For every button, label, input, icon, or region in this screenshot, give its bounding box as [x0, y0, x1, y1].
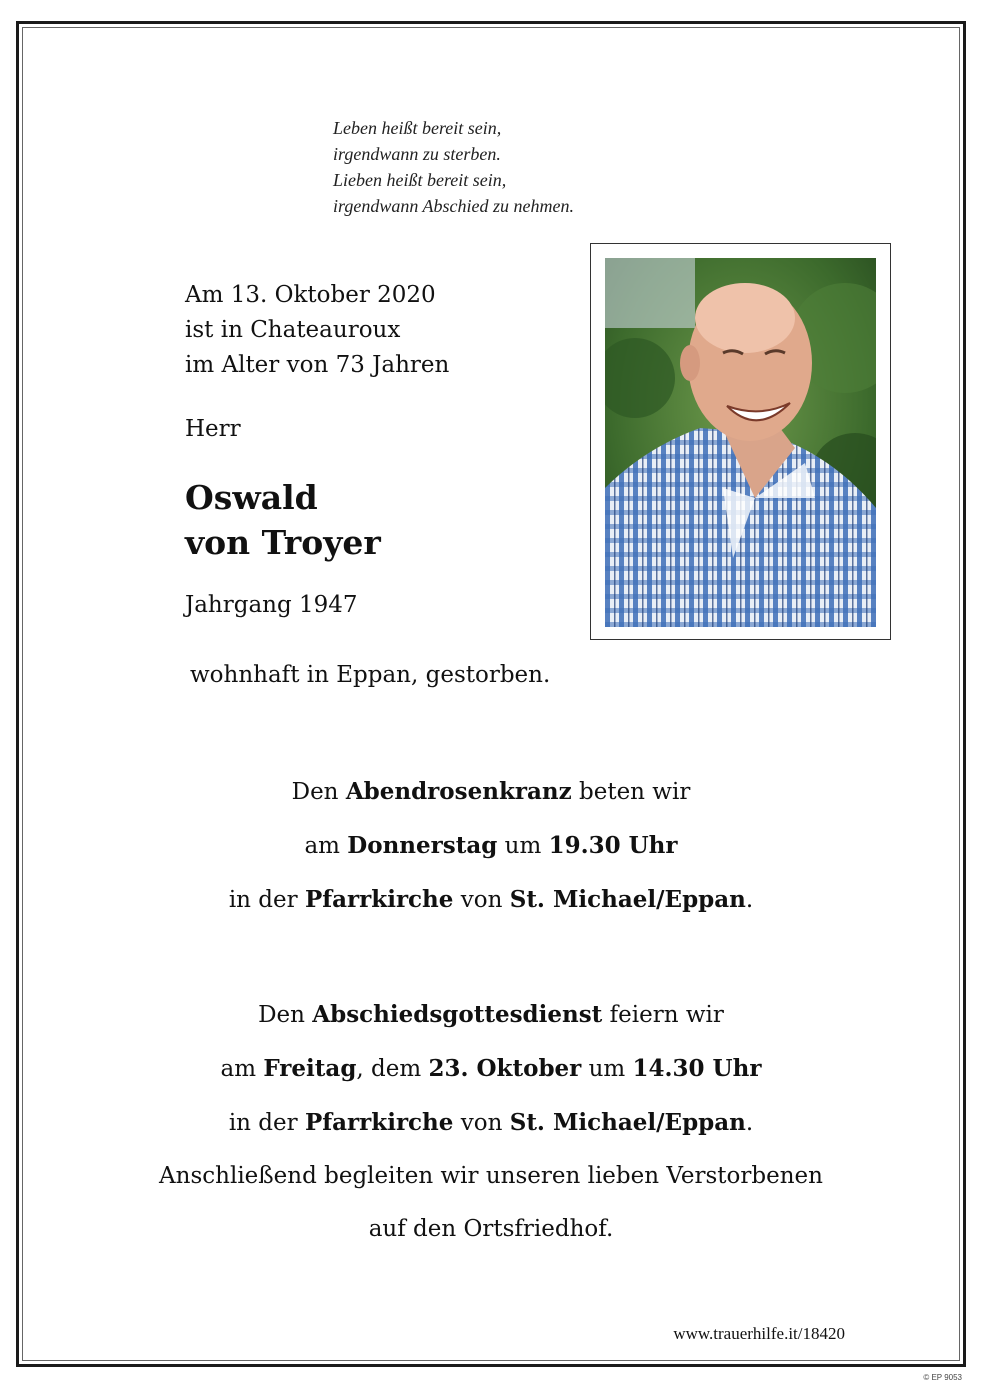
residence: wohnhaft in Eppan, gestorben.: [190, 662, 551, 688]
funeral-announcement: [100, 988, 882, 1256]
rosary-day: Donnerstag: [347, 832, 498, 859]
portrait-frame: [590, 243, 891, 640]
death-notice-intro: [185, 278, 449, 383]
death-place: ist in Chateauroux: [185, 317, 401, 343]
salutation: Herr: [185, 416, 241, 442]
funeral-line-4: Anschließend begleiten wir unseren lieben Verstorbenen: [159, 1163, 823, 1189]
death-date: Am 13. Oktober 2020: [185, 282, 436, 308]
rosary-church: Pfarrkirche: [304, 886, 454, 913]
motto-line: irgendwann Abschied zu nehmen.: [333, 196, 574, 216]
funeral-day: Freitag: [263, 1055, 357, 1082]
funeral-line-3: in der Pfarrkirche von St. Michael/Eppan.: [228, 1109, 754, 1136]
funeral-line-2: am Freitag, dem 23. Oktober um 14.30 Uhr: [220, 1055, 762, 1082]
motto-line: Leben heißt bereit sein,: [333, 118, 502, 138]
funeral-line-1: Den Abschiedsgottesdienst feiern wir: [258, 1001, 724, 1028]
funeral-highlight: Abschiedsgottesdienst: [312, 1001, 603, 1028]
rosary-line-3: in der Pfarrkirche von St. Michael/Eppan.: [228, 886, 754, 913]
rosary-parish: St. Michael/Eppan: [509, 886, 746, 913]
rosary-line-2: am Donnerstag um 19.30 Uhr: [304, 832, 678, 859]
rosary-time: 19.30 Uhr: [548, 832, 678, 859]
portrait-photo: [605, 258, 876, 627]
funeral-parish: St. Michael/Eppan: [509, 1109, 746, 1136]
funeral-time: 14.30 Uhr: [632, 1055, 762, 1082]
first-name: Oswald: [185, 478, 318, 517]
funeral-date: 23. Oktober: [428, 1055, 582, 1082]
last-name: von Troyer: [185, 523, 381, 562]
print-code: © EP 9053: [923, 1373, 962, 1382]
motto-line: Lieben heißt bereit sein,: [333, 170, 507, 190]
birth-year: Jahrgang 1947: [185, 592, 358, 618]
rosary-announcement: [100, 765, 882, 927]
deceased-name: [185, 475, 381, 565]
funeral-line-5: auf den Ortsfriedhof.: [368, 1216, 614, 1242]
motto-verse: [333, 115, 693, 219]
website-link[interactable]: www.trauerhilfe.it/18420: [673, 1324, 845, 1343]
age-at-death: im Alter von 73 Jahren: [185, 352, 450, 378]
rosary-line-1: Den Abendrosenkranz beten wir: [291, 778, 691, 805]
rosary-highlight: Abendrosenkranz: [345, 778, 572, 805]
funeral-church: Pfarrkirche: [304, 1109, 454, 1136]
motto-line: irgendwann zu sterben.: [333, 144, 501, 164]
